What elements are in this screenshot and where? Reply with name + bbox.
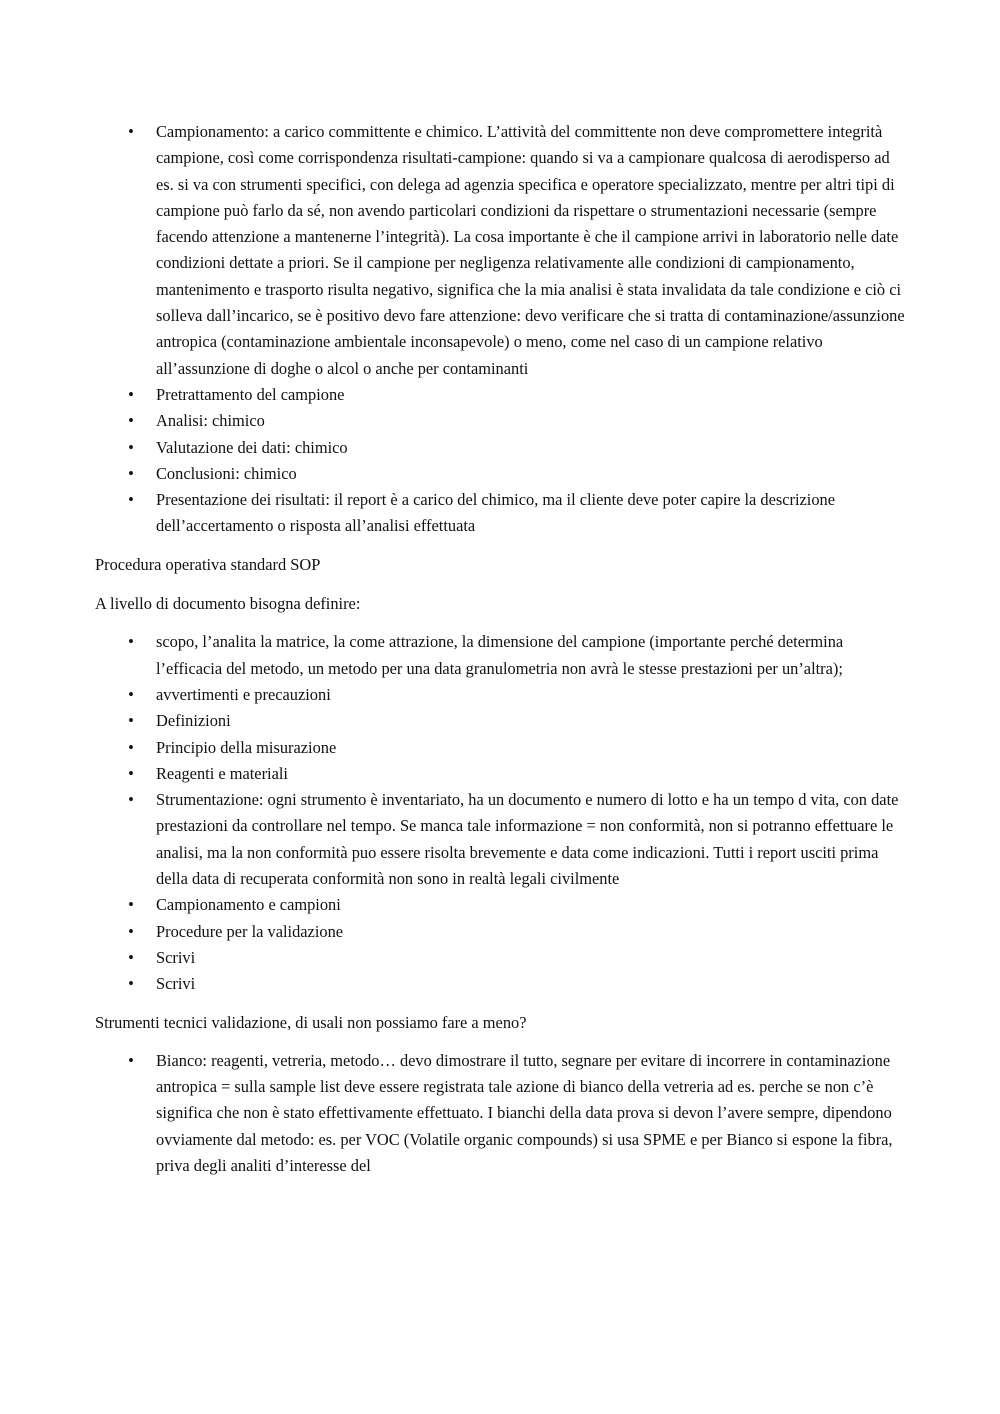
responsibility-list	[95, 119, 910, 540]
bullet-icon: •	[128, 763, 134, 783]
list-item-text: Campionamento e campioni	[156, 895, 341, 915]
list-item-text: Scrivi	[156, 974, 196, 994]
list-item-text: Definizioni	[156, 711, 231, 731]
list-item-text: Principio della misurazione	[156, 737, 337, 757]
list-item-text: Analisi: chimico	[156, 411, 265, 431]
bullet-icon: •	[128, 122, 134, 141]
list-item	[95, 787, 910, 892]
document-page	[95, 119, 910, 1179]
list-item	[95, 892, 910, 918]
validation-tools-list	[95, 1048, 910, 1179]
list-item-text: Strumentazione: ogni strumento è inventariato, ha un documento e numero di lotto e ha un tempo d vita, con date prestazioni da controllare nel tempo. Se manca tale informazione = non conformità, non si potranno effettuare le analisi, ma la non conformità puo essere risolta brevemente e data come indicazioni. Tutti i report usciti prima della data di recuperata conformità non sono in realtà legali civilmente	[156, 790, 899, 889]
bullet-icon: •	[128, 974, 134, 994]
tools-question: Strumenti tecnici validazione, di usali non possiamo fare a meno?	[95, 1012, 527, 1032]
sop-sections-list	[95, 629, 910, 997]
bullet-icon: •	[128, 895, 134, 915]
bullet-icon: •	[128, 790, 134, 810]
list-item	[95, 1048, 910, 1179]
list-item-text: Campionamento: a carico committente e chimico. L’attività del committente non deve compromettere integrità campione, così come corrispondenza risultati-campione: quando si va a campionare qualcosa di aerodisperso ad es. si va con strumenti specifici, con delega ad agenzia specifica e operatore specializzato, mentre per altri tipi di campione può farlo da sé, non avendo particolari condizioni da rispettare o strumentazioni necessarie (sempre facendo attenzione a mantenerne l’integrità). La cosa importante è che il campione arrivi in laboratorio nelle date condizioni dettate a priori. Se il campione per negligenza relativamente alle condizioni di campionamento, mantenimento e trasporto risulta negativo, significa che la mia analisi è stata invalidata da tale condizione e ciò ci solleva dall’incarico, se è positivo devo fare attenzione: devo verificare che si tratta di contaminazione/assunzione antropica (contaminazione ambientale inconsapevole) o meno, come nel caso di un campione relativo all’assunzione di doghe o alcol o anche per contaminanti	[156, 122, 905, 378]
bullet-icon: •	[128, 921, 134, 941]
list-item-text: Conclusioni: chimico	[156, 463, 297, 483]
list-item	[95, 408, 910, 434]
list-item	[95, 487, 910, 540]
bullet-icon: •	[128, 632, 134, 652]
bullet-icon: •	[128, 384, 134, 404]
list-item	[95, 919, 910, 945]
list-item	[95, 945, 910, 971]
list-item-text: Scrivi	[156, 947, 196, 967]
bullet-icon: •	[128, 1050, 134, 1070]
list-item-text: Pretrattamento del campione	[156, 384, 345, 404]
list-item-text: avvertimenti e precauzioni	[156, 684, 331, 704]
list-item-text: Reagenti e materiali	[156, 763, 288, 783]
bullet-icon: •	[128, 947, 134, 967]
bullet-icon: •	[128, 711, 134, 731]
list-item	[95, 119, 910, 382]
list-item	[95, 435, 910, 461]
document-intro: A livello di documento bisogna definire:	[95, 594, 361, 614]
list-item-text: Bianco: reagenti, vetreria, metodo… devo dimostrare il tutto, segnare per evitare di incorrere in contaminazione antropica = sulla sample list deve essere registrata tale azione di bianco della vetreria ad es. perche se non c’è significa che non è stato effettivamente effettuato. I bianchi della data prova si devon l’avere sempre, dipendono ovviamente dal metodo: es. per VOC (Volatile organic compounds) si usa SPME e per Bianco si espone la fibra, priva degli analiti d’interesse del	[156, 1050, 893, 1175]
list-item-text: Valutazione dei dati: chimico	[156, 437, 348, 457]
list-item	[95, 682, 910, 708]
bullet-icon: •	[128, 437, 134, 457]
bullet-icon: •	[128, 411, 134, 431]
list-item-text: Presentazione dei risultati: il report è a carico del chimico, ma il cliente deve poter capire la descrizione dell’accertamento o risposta all’analisi effettuata	[156, 490, 836, 536]
bullet-icon: •	[128, 737, 134, 757]
list-item	[95, 971, 910, 997]
list-item-text: scopo, l’analita la matrice, la come attrazione, la dimensione del campione (importante perché determina l’efficacia del metodo, un metodo per una data granulometria non avrà le stesse prestazioni per un’altra);	[156, 632, 844, 678]
bullet-icon: •	[128, 463, 134, 483]
list-item	[95, 735, 910, 761]
list-item	[95, 761, 910, 787]
sop-heading: Procedura operativa standard SOP	[95, 554, 321, 574]
list-item	[95, 382, 910, 408]
list-item-text: Procedure per la validazione	[156, 921, 344, 941]
bullet-icon: •	[128, 490, 134, 510]
list-item	[95, 461, 910, 487]
list-item	[95, 629, 910, 682]
list-item	[95, 708, 910, 734]
bullet-icon: •	[128, 684, 134, 704]
